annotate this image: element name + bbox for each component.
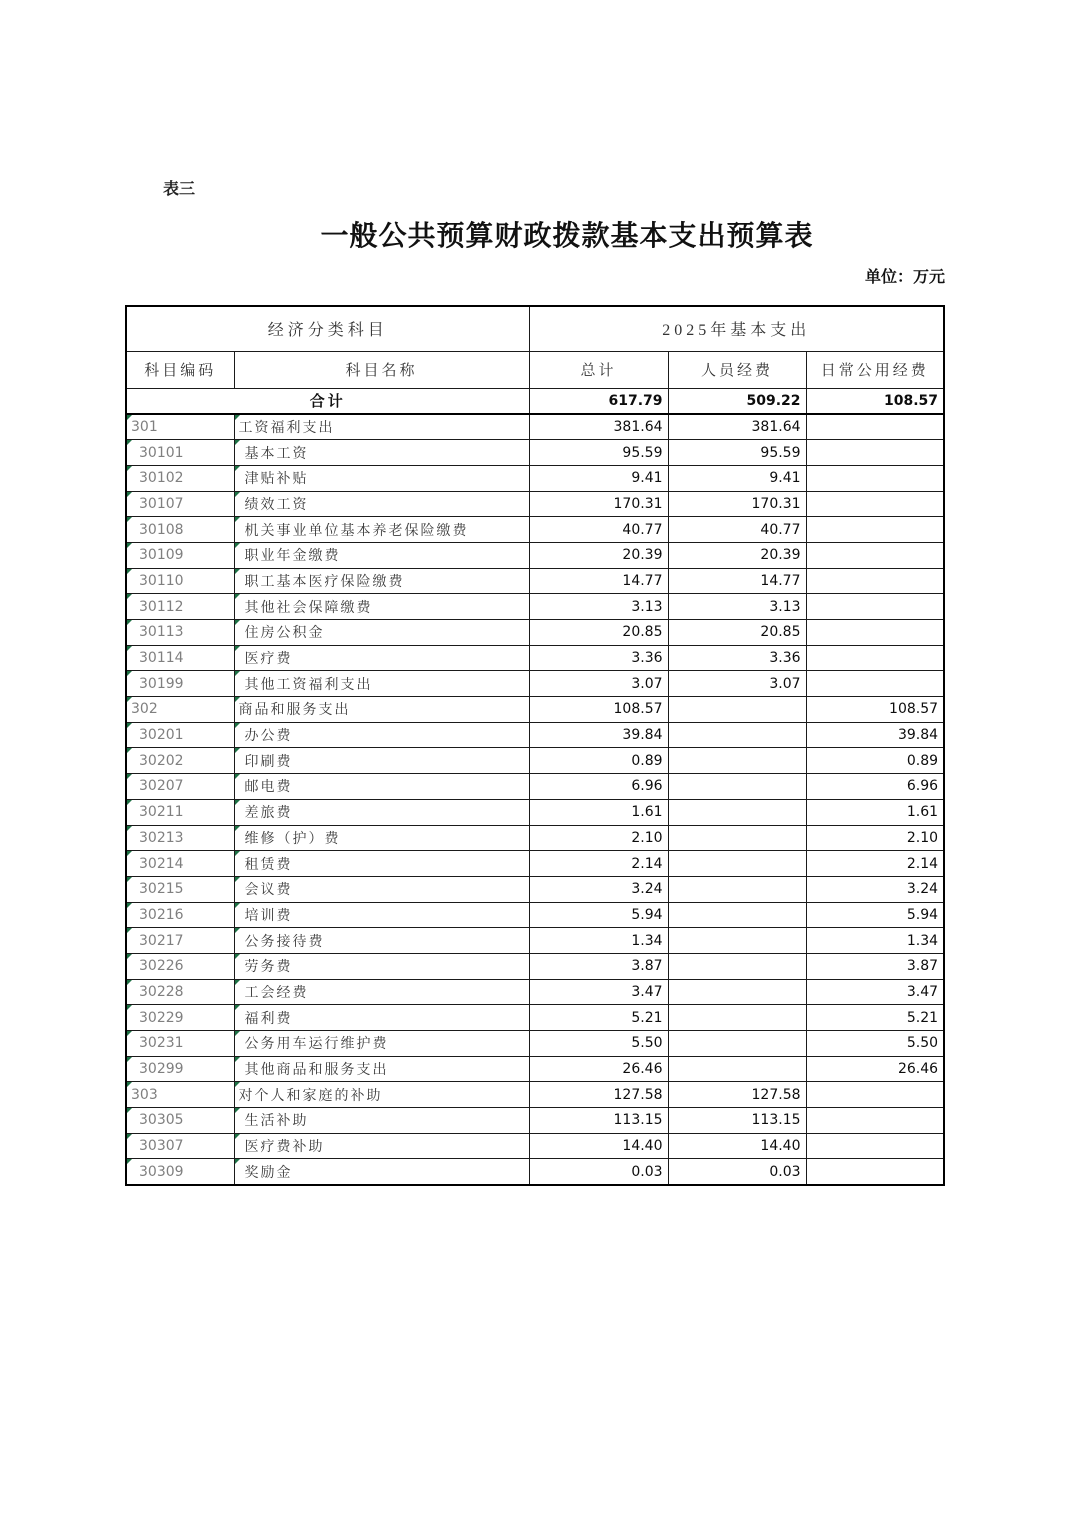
table-row xyxy=(126,748,944,774)
cell-comment-marker-icon xyxy=(235,671,240,676)
cell-comment-marker-icon xyxy=(127,1108,132,1113)
cell-comment-marker-icon xyxy=(127,569,132,574)
subject-name-cell: 基本工资 xyxy=(234,440,529,466)
personnel-value-cell: 113.15 xyxy=(668,1108,806,1134)
cell-comment-marker-icon xyxy=(127,748,132,753)
cell-comment-marker-icon xyxy=(127,594,132,599)
cell-comment-marker-icon xyxy=(235,826,240,831)
personnel-value-cell: 3.13 xyxy=(668,594,806,620)
subject-code-cell: 30110 xyxy=(126,568,234,594)
cell-comment-marker-icon xyxy=(235,415,240,420)
cell-comment-marker-icon xyxy=(235,517,240,522)
cell-comment-marker-icon xyxy=(127,1134,132,1139)
subject-name-cell: 公务接待费 xyxy=(234,928,529,954)
daily-value-cell xyxy=(806,1082,944,1108)
subject-name-cell: 公务用车运行维护费 xyxy=(234,1031,529,1057)
cell-comment-marker-icon xyxy=(127,492,132,497)
total-value-cell: 20.85 xyxy=(529,620,668,646)
subject-name-cell: 工会经费 xyxy=(234,979,529,1005)
personnel-value-cell xyxy=(668,851,806,877)
cell-comment-marker-icon xyxy=(235,1057,240,1062)
subject-code-cell: 30113 xyxy=(126,620,234,646)
total-value-cell: 5.94 xyxy=(529,902,668,928)
subject-name-cell: 医疗费 xyxy=(234,645,529,671)
daily-value-cell xyxy=(806,465,944,491)
cell-comment-marker-icon xyxy=(127,1057,132,1062)
total-value-cell: 2.14 xyxy=(529,851,668,877)
cell-comment-marker-icon xyxy=(127,620,132,625)
subject-name-cell: 会议费 xyxy=(234,876,529,902)
cell-comment-marker-icon xyxy=(235,1005,240,1010)
daily-value-cell xyxy=(806,440,944,466)
total-value-cell: 5.21 xyxy=(529,1005,668,1031)
header-2025-basic-expenditure: 2025年基本支出 xyxy=(529,306,944,351)
table-row xyxy=(126,594,944,620)
subject-code-cell: 30299 xyxy=(126,1056,234,1082)
subject-name-cell: 职工基本医疗保险缴费 xyxy=(234,568,529,594)
budget-table xyxy=(125,305,945,1186)
daily-value-cell xyxy=(806,1133,944,1159)
total-value-cell: 95.59 xyxy=(529,440,668,466)
cell-comment-marker-icon xyxy=(235,877,240,882)
daily-value-cell: 39.84 xyxy=(806,722,944,748)
subject-code-cell: 30114 xyxy=(126,645,234,671)
header-subject-name: 科目名称 xyxy=(234,351,529,388)
cell-comment-marker-icon xyxy=(127,1031,132,1036)
total-row xyxy=(126,388,944,414)
cell-comment-marker-icon xyxy=(127,543,132,548)
total-value-cell: 3.24 xyxy=(529,876,668,902)
personnel-value-cell xyxy=(668,1056,806,1082)
personnel-value-cell: 381.64 xyxy=(668,414,806,440)
subject-name-cell: 差旅费 xyxy=(234,799,529,825)
personnel-value-cell: 9.41 xyxy=(668,465,806,491)
table-row xyxy=(126,1108,944,1134)
subject-name-cell: 机关事业单位基本养老保险缴费 xyxy=(234,517,529,543)
header-daily-public-funds: 日常公用经费 xyxy=(806,351,944,388)
cell-comment-marker-icon xyxy=(127,517,132,522)
table-row xyxy=(126,671,944,697)
total-row-label: 合计 xyxy=(126,388,529,414)
daily-value-cell: 1.34 xyxy=(806,928,944,954)
cell-comment-marker-icon xyxy=(235,466,240,471)
header-personnel-funds: 人员经费 xyxy=(668,351,806,388)
subject-code-cell: 30107 xyxy=(126,491,234,517)
subject-code-cell: 30211 xyxy=(126,799,234,825)
subject-code-cell: 30228 xyxy=(126,979,234,1005)
subject-code-cell: 301 xyxy=(126,414,234,440)
personnel-value-cell xyxy=(668,774,806,800)
cell-comment-marker-icon xyxy=(127,697,132,702)
daily-value-cell: 3.24 xyxy=(806,876,944,902)
total-value-cell: 6.96 xyxy=(529,774,668,800)
table-row xyxy=(126,825,944,851)
total-value-cell: 127.58 xyxy=(529,1082,668,1108)
personnel-value-cell: 0.03 xyxy=(668,1159,806,1185)
daily-value-cell xyxy=(806,671,944,697)
table-row xyxy=(126,1005,944,1031)
total-value-cell: 3.13 xyxy=(529,594,668,620)
cell-comment-marker-icon xyxy=(235,928,240,933)
table-row xyxy=(126,465,944,491)
cell-comment-marker-icon xyxy=(127,877,132,882)
cell-comment-marker-icon xyxy=(235,800,240,805)
cell-comment-marker-icon xyxy=(235,543,240,548)
total-value-cell: 381.64 xyxy=(529,414,668,440)
personnel-value-cell xyxy=(668,722,806,748)
cell-comment-marker-icon xyxy=(235,646,240,651)
table-row xyxy=(126,645,944,671)
personnel-value-cell xyxy=(668,697,806,723)
total-value-cell: 3.87 xyxy=(529,953,668,979)
daily-value-cell: 1.61 xyxy=(806,799,944,825)
cell-comment-marker-icon xyxy=(127,826,132,831)
table-row xyxy=(126,414,944,440)
subject-code-cell: 30214 xyxy=(126,851,234,877)
personnel-value-cell xyxy=(668,902,806,928)
cell-comment-marker-icon xyxy=(127,851,132,856)
total-value-cell: 26.46 xyxy=(529,1056,668,1082)
subject-name-cell: 劳务费 xyxy=(234,953,529,979)
total-value-cell: 9.41 xyxy=(529,465,668,491)
personnel-value-cell xyxy=(668,825,806,851)
daily-value-cell: 5.50 xyxy=(806,1031,944,1057)
daily-value-cell xyxy=(806,645,944,671)
subject-code-cell: 30309 xyxy=(126,1159,234,1185)
cell-comment-marker-icon xyxy=(235,954,240,959)
daily-value-cell xyxy=(806,1159,944,1185)
subject-code-cell: 303 xyxy=(126,1082,234,1108)
table-row xyxy=(126,953,944,979)
personnel-value-cell xyxy=(668,979,806,1005)
subject-code-cell: 30305 xyxy=(126,1108,234,1134)
cell-comment-marker-icon xyxy=(235,980,240,985)
cell-comment-marker-icon xyxy=(127,774,132,779)
table-number-label: 表三 xyxy=(163,181,196,198)
header-total: 总计 xyxy=(529,351,668,388)
cell-comment-marker-icon xyxy=(127,1005,132,1010)
personnel-value-cell xyxy=(668,928,806,954)
subject-name-cell: 职业年金缴费 xyxy=(234,542,529,568)
daily-value-cell xyxy=(806,414,944,440)
table-row xyxy=(126,697,944,723)
daily-value-cell xyxy=(806,491,944,517)
subject-code-cell: 30229 xyxy=(126,1005,234,1031)
cell-comment-marker-icon xyxy=(127,1159,132,1164)
personnel-value-cell: 14.77 xyxy=(668,568,806,594)
personnel-value-cell xyxy=(668,748,806,774)
total-value-cell: 5.50 xyxy=(529,1031,668,1057)
subject-code-cell: 30307 xyxy=(126,1133,234,1159)
subject-name-cell: 其他商品和服务支出 xyxy=(234,1056,529,1082)
cell-comment-marker-icon xyxy=(235,440,240,445)
subject-code-cell: 30201 xyxy=(126,722,234,748)
table-row xyxy=(126,876,944,902)
subject-name-cell: 生活补助 xyxy=(234,1108,529,1134)
cell-comment-marker-icon xyxy=(235,1082,240,1087)
subject-name-cell: 绩效工资 xyxy=(234,491,529,517)
page-title: 一般公共预算财政拨款基本支出预算表 xyxy=(320,221,814,252)
total-value-cell: 1.61 xyxy=(529,799,668,825)
cell-comment-marker-icon xyxy=(235,1108,240,1113)
subject-name-cell: 商品和服务支出 xyxy=(234,697,529,723)
daily-value-cell: 26.46 xyxy=(806,1056,944,1082)
personnel-value-cell xyxy=(668,1031,806,1057)
subject-name-cell: 租赁费 xyxy=(234,851,529,877)
subject-code-cell: 30109 xyxy=(126,542,234,568)
cell-comment-marker-icon xyxy=(127,415,132,420)
subject-code-cell: 30112 xyxy=(126,594,234,620)
total-value-cell: 3.36 xyxy=(529,645,668,671)
subject-code-cell: 30231 xyxy=(126,1031,234,1057)
subject-name-cell: 培训费 xyxy=(234,902,529,928)
table-row xyxy=(126,928,944,954)
cell-comment-marker-icon xyxy=(127,646,132,651)
total-value-cell: 0.03 xyxy=(529,1159,668,1185)
cell-comment-marker-icon xyxy=(127,440,132,445)
cell-comment-marker-icon xyxy=(235,1134,240,1139)
table-row xyxy=(126,979,944,1005)
subject-code-cell: 30215 xyxy=(126,876,234,902)
subject-name-cell: 对个人和家庭的补助 xyxy=(234,1082,529,1108)
personnel-value-cell: 3.07 xyxy=(668,671,806,697)
subject-code-cell: 30101 xyxy=(126,440,234,466)
unit-note: 单位：万元 xyxy=(864,269,945,286)
subject-name-cell: 其他社会保障缴费 xyxy=(234,594,529,620)
table-row xyxy=(126,1056,944,1082)
personnel-value-cell xyxy=(668,953,806,979)
cell-comment-marker-icon xyxy=(127,903,132,908)
table-row xyxy=(126,542,944,568)
daily-value-cell xyxy=(806,542,944,568)
personnel-value-cell: 170.31 xyxy=(668,491,806,517)
subject-name-cell: 邮电费 xyxy=(234,774,529,800)
subject-name-cell: 住房公积金 xyxy=(234,620,529,646)
daily-value-cell: 2.14 xyxy=(806,851,944,877)
total-value-cell: 0.89 xyxy=(529,748,668,774)
daily-value-cell xyxy=(806,594,944,620)
cell-comment-marker-icon xyxy=(235,903,240,908)
cell-comment-marker-icon xyxy=(235,851,240,856)
total-value-cell: 3.07 xyxy=(529,671,668,697)
total-value-cell: 14.40 xyxy=(529,1133,668,1159)
subject-code-cell: 30202 xyxy=(126,748,234,774)
personnel-value-cell xyxy=(668,799,806,825)
total-row-personnel: 509.22 xyxy=(668,388,806,414)
table-row xyxy=(126,1133,944,1159)
table-row xyxy=(126,774,944,800)
subject-code-cell: 302 xyxy=(126,697,234,723)
subject-code-cell: 30108 xyxy=(126,517,234,543)
personnel-value-cell: 40.77 xyxy=(668,517,806,543)
subject-code-cell: 30216 xyxy=(126,902,234,928)
cell-comment-marker-icon xyxy=(235,723,240,728)
table-row xyxy=(126,902,944,928)
total-value-cell: 108.57 xyxy=(529,697,668,723)
table-row xyxy=(126,1159,944,1185)
cell-comment-marker-icon xyxy=(235,774,240,779)
subject-name-cell: 其他工资福利支出 xyxy=(234,671,529,697)
table-row xyxy=(126,620,944,646)
cell-comment-marker-icon xyxy=(235,748,240,753)
personnel-value-cell: 95.59 xyxy=(668,440,806,466)
header-subject-code: 科目编码 xyxy=(126,351,234,388)
total-value-cell: 20.39 xyxy=(529,542,668,568)
daily-value-cell: 3.87 xyxy=(806,953,944,979)
subject-code-cell: 30102 xyxy=(126,465,234,491)
personnel-value-cell: 20.85 xyxy=(668,620,806,646)
daily-value-cell xyxy=(806,620,944,646)
daily-value-cell: 108.57 xyxy=(806,697,944,723)
cell-comment-marker-icon xyxy=(235,492,240,497)
subject-name-cell: 办公费 xyxy=(234,722,529,748)
daily-value-cell xyxy=(806,1108,944,1134)
total-value-cell: 2.10 xyxy=(529,825,668,851)
table-row xyxy=(126,491,944,517)
personnel-value-cell: 127.58 xyxy=(668,1082,806,1108)
cell-comment-marker-icon xyxy=(235,1159,240,1164)
header-economic-classification: 经济分类科目 xyxy=(126,306,529,351)
subject-name-cell: 奖励金 xyxy=(234,1159,529,1185)
header-group-row xyxy=(126,306,944,351)
cell-comment-marker-icon xyxy=(235,1031,240,1036)
daily-value-cell: 3.47 xyxy=(806,979,944,1005)
table-row xyxy=(126,1031,944,1057)
cell-comment-marker-icon xyxy=(127,980,132,985)
table-row xyxy=(126,851,944,877)
daily-value-cell: 6.96 xyxy=(806,774,944,800)
table-row xyxy=(126,517,944,543)
daily-value-cell: 0.89 xyxy=(806,748,944,774)
table-row xyxy=(126,722,944,748)
subject-code-cell: 30226 xyxy=(126,953,234,979)
subject-name-cell: 工资福利支出 xyxy=(234,414,529,440)
personnel-value-cell: 3.36 xyxy=(668,645,806,671)
total-value-cell: 113.15 xyxy=(529,1108,668,1134)
cell-comment-marker-icon xyxy=(235,569,240,574)
table-row xyxy=(126,1082,944,1108)
subject-code-cell: 30199 xyxy=(126,671,234,697)
daily-value-cell: 5.94 xyxy=(806,902,944,928)
table-row xyxy=(126,568,944,594)
personnel-value-cell xyxy=(668,1005,806,1031)
total-value-cell: 170.31 xyxy=(529,491,668,517)
total-value-cell: 14.77 xyxy=(529,568,668,594)
total-value-cell: 40.77 xyxy=(529,517,668,543)
daily-value-cell xyxy=(806,568,944,594)
header-columns-row xyxy=(126,351,944,388)
subject-name-cell: 医疗费补助 xyxy=(234,1133,529,1159)
cell-comment-marker-icon xyxy=(127,723,132,728)
cell-comment-marker-icon xyxy=(235,594,240,599)
cell-comment-marker-icon xyxy=(127,466,132,471)
daily-value-cell: 2.10 xyxy=(806,825,944,851)
cell-comment-marker-icon xyxy=(235,697,240,702)
cell-comment-marker-icon xyxy=(127,800,132,805)
total-value-cell: 1.34 xyxy=(529,928,668,954)
subject-name-cell: 津贴补贴 xyxy=(234,465,529,491)
subject-name-cell: 福利费 xyxy=(234,1005,529,1031)
personnel-value-cell: 14.40 xyxy=(668,1133,806,1159)
subject-code-cell: 30217 xyxy=(126,928,234,954)
subject-code-cell: 30213 xyxy=(126,825,234,851)
cell-comment-marker-icon xyxy=(127,954,132,959)
total-row-daily: 108.57 xyxy=(806,388,944,414)
subject-name-cell: 维修（护）费 xyxy=(234,825,529,851)
personnel-value-cell: 20.39 xyxy=(668,542,806,568)
daily-value-cell: 5.21 xyxy=(806,1005,944,1031)
cell-comment-marker-icon xyxy=(127,1082,132,1087)
cell-comment-marker-icon xyxy=(235,620,240,625)
subject-name-cell: 印刷费 xyxy=(234,748,529,774)
table-row xyxy=(126,440,944,466)
total-row-total: 617.79 xyxy=(529,388,668,414)
cell-comment-marker-icon xyxy=(127,671,132,676)
total-value-cell: 39.84 xyxy=(529,722,668,748)
personnel-value-cell xyxy=(668,876,806,902)
daily-value-cell xyxy=(806,517,944,543)
table-body xyxy=(126,306,944,1185)
subject-code-cell: 30207 xyxy=(126,774,234,800)
cell-comment-marker-icon xyxy=(127,928,132,933)
table-row xyxy=(126,799,944,825)
total-value-cell: 3.47 xyxy=(529,979,668,1005)
